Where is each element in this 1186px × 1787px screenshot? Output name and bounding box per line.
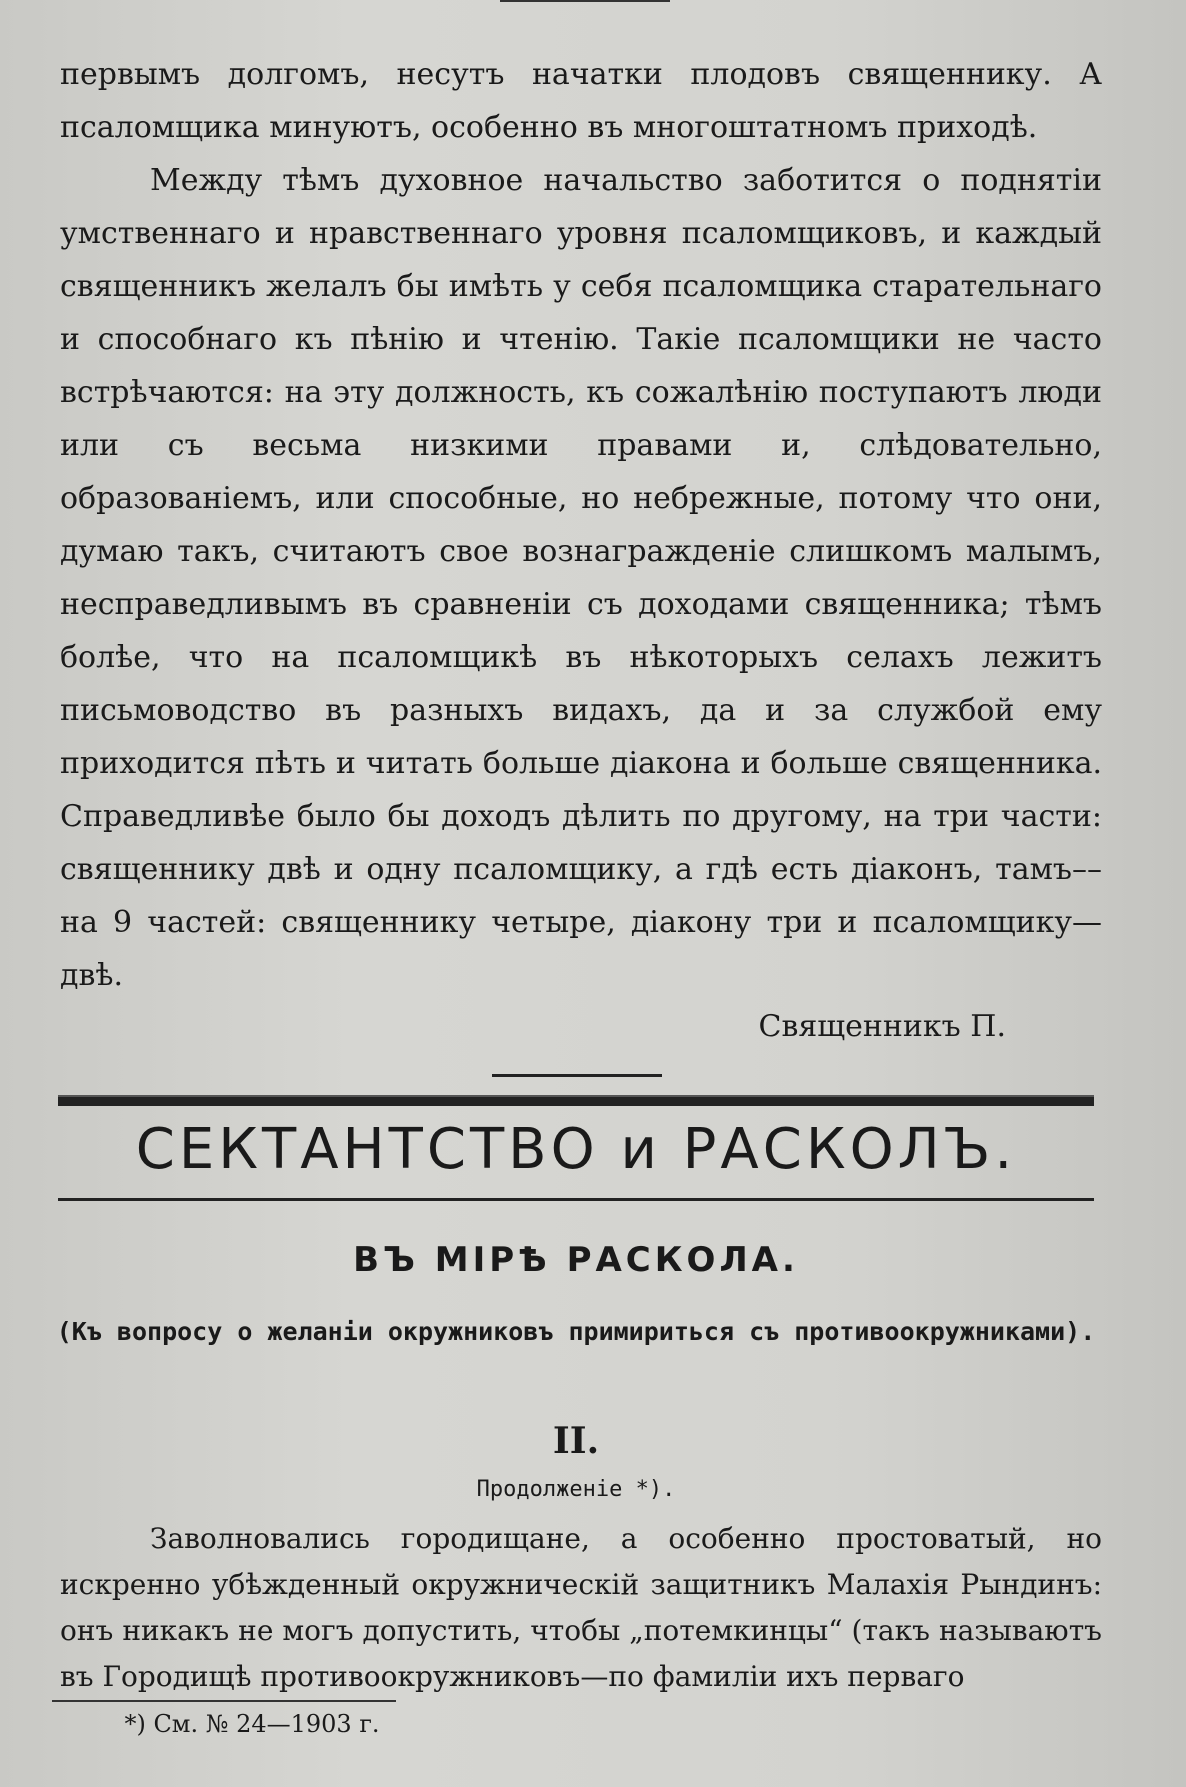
top-rule bbox=[500, 0, 670, 2]
short-divider bbox=[492, 1074, 662, 1077]
paragraph-3: Заволновались городищане, а особенно простоватый, но искренно убѣжденный окружническій защитникъ Малахія Рындинъ: онъ никакъ не могъ допустить, чтобы „потемкинцы“ (такъ называютъ въ Городищѣ противоокружниковъ—по фамиліи ихъ перваго bbox=[60, 1522, 1102, 1693]
section-divider bbox=[58, 1198, 1094, 1201]
text-block-top bbox=[60, 48, 1102, 1002]
paragraph-1: первымъ долгомъ, несутъ начатки плодовъ священнику. А псаломщика минуютъ, особенно въ многоштатномъ приходѣ. bbox=[60, 57, 1102, 145]
section-title: СЕКТАНТСТВО и РАСКОЛЪ. bbox=[135, 1117, 1017, 1182]
thick-divider bbox=[58, 1095, 1094, 1106]
footnote-rule bbox=[52, 1700, 396, 1702]
continuation-note: Продолженіе *). bbox=[476, 1477, 676, 1502]
signature: Священникъ П. bbox=[758, 1009, 1006, 1044]
text-block-bottom bbox=[60, 1516, 1102, 1700]
chapter-number: II. bbox=[552, 1420, 600, 1462]
article-subtitle: (Къ вопросу о желаніи окружниковъ примириться съ противоокружниками). bbox=[56, 1317, 1096, 1346]
footnote: *) См. № 24—1903 г. bbox=[124, 1710, 380, 1738]
article-title: ВЪ МІРѢ РАСКОЛА. bbox=[353, 1240, 799, 1280]
paragraph-2: Между тѣмъ духовное начальство заботится о поднятіи умственнаго и нравственнаго уровня псаломщиковъ, и каждый священникъ желалъ бы имѣть у себя псаломщика старательнаго и способнаго къ пѣнію и чтенію. Такіе псаломщики не часто встрѣчаются: на эту должность, къ сожалѣнію поступаютъ люди или съ весьма низкими правами и, слѣдовательно, образованіемъ, или способные, но небрежные, потому что они, думаю такъ, считаютъ свое вознагражденіе слишкомъ малымъ, несправедливымъ въ сравненіи съ доходами священника; тѣмъ болѣе, что на псаломщикѣ въ нѣкоторыхъ селахъ лежитъ письмоводство въ разныхъ видахъ, да и за службой ему приходится пѣть и читать больше діакона и больше священника. Справедливѣе было бы доходъ дѣлить по другому, на три части: священнику двѣ и одну псаломщику, а гдѣ есть діаконъ, тамъ––на 9 частей: священнику четыре, діакону три и псаломщику—двѣ. bbox=[60, 163, 1102, 993]
